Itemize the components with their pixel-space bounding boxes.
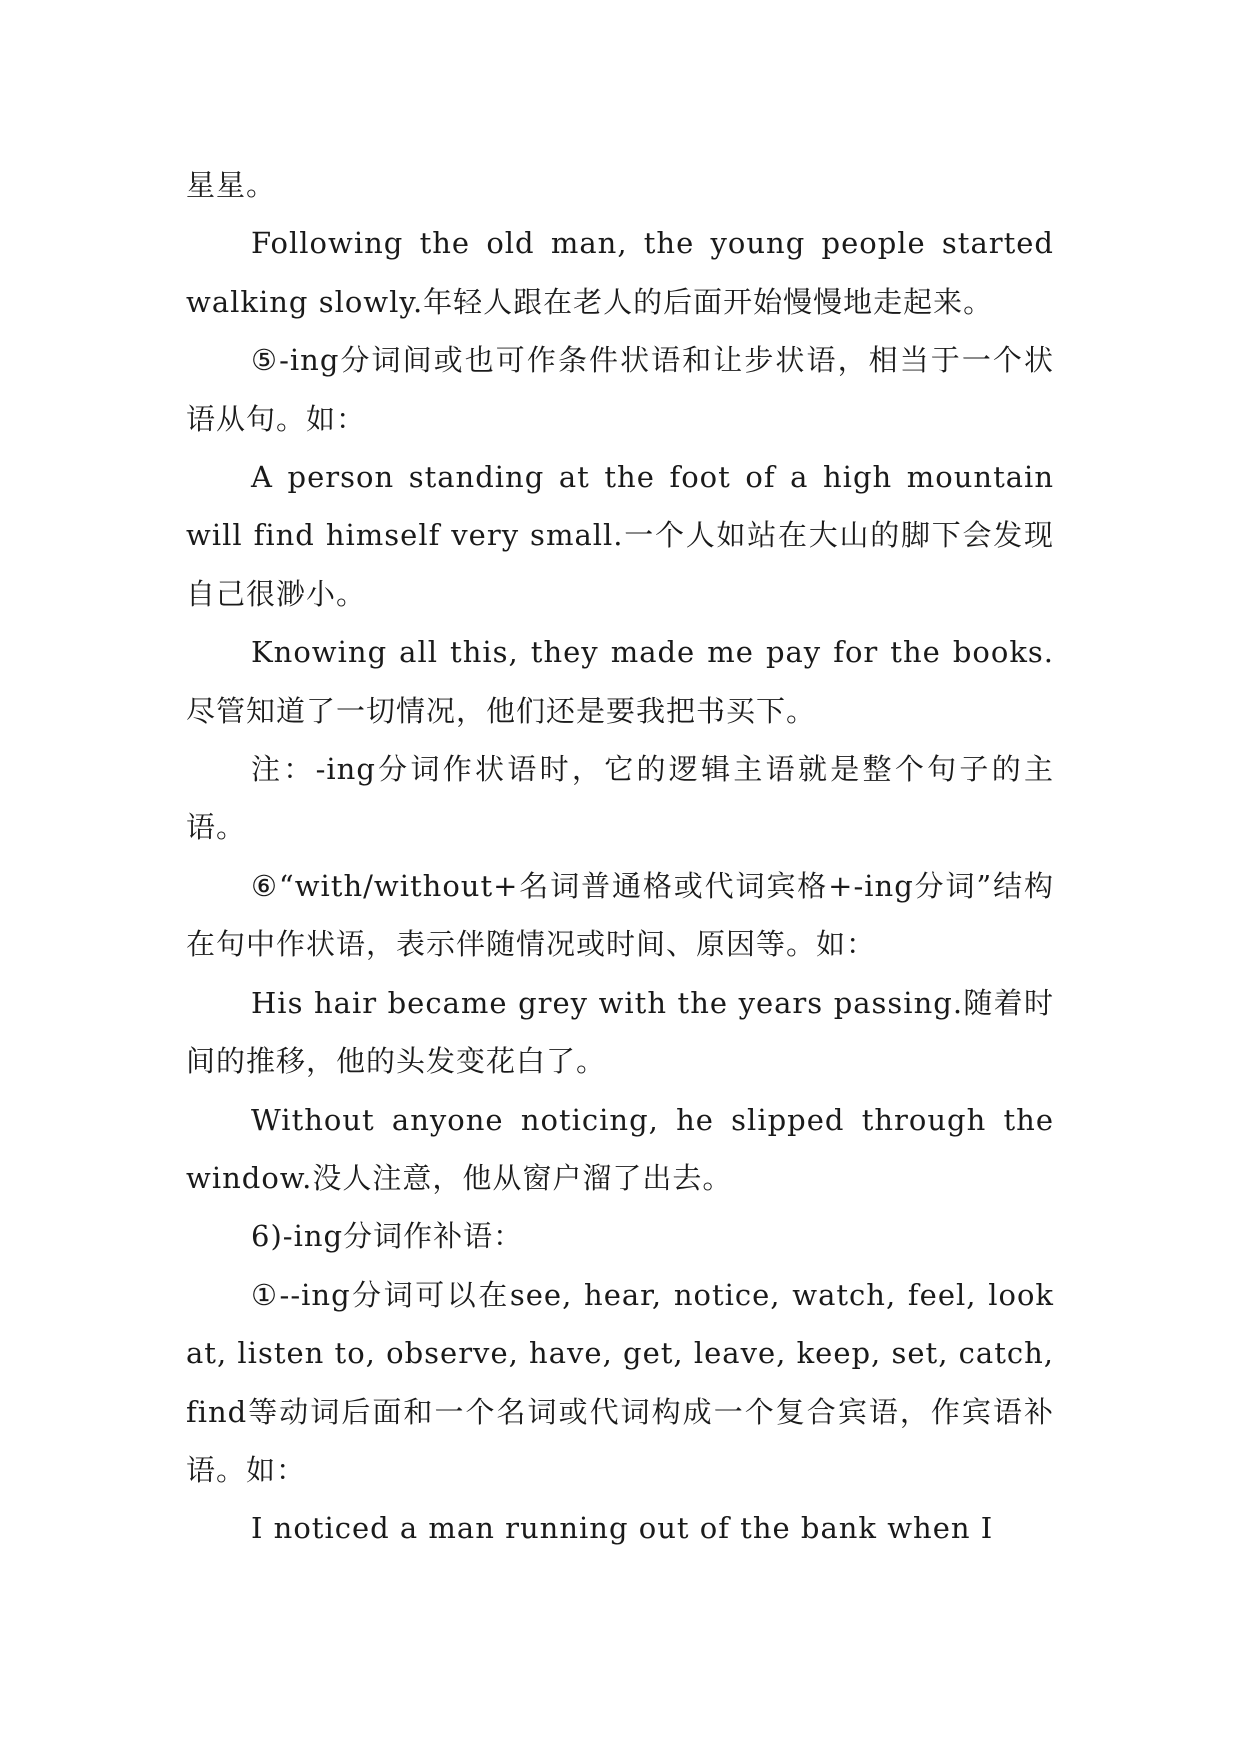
paragraph-rule-6: ⑥“with/without+名词普通格或代词宾格+-ing分词”结构在句中作状语，表示伴随情况或时间、原因等。如： <box>186 868 1054 962</box>
document-page <box>186 156 1054 1558</box>
paragraph-example-without: Without anyone noticing, he slipped through the window.没人注意，他从窗户溜了出去。 <box>186 1102 1054 1195</box>
paragraph-example-hair: His hair became grey with the years passing.随着时间的推移，他的头发变花白了。 <box>186 985 1054 1079</box>
paragraph-rule-1: ①--ing分词可以在see, hear, notice, watch, feel, look at, listen to, observe, have, get, leave, keep, set, catch, find等动词后面和一个名词或代词构成一个复合宾语，作宾语补语。如： <box>186 1277 1054 1487</box>
paragraph-rule-5: ⑤-ing分词间或也可作条件状语和让步状语，相当于一个状语从句。如： <box>186 343 1054 436</box>
section-heading-complement: 6)-ing分词作补语： <box>251 1219 524 1254</box>
paragraph-continuation: 星星。 <box>186 168 277 202</box>
paragraph-example-noticed: I noticed a man running out of the bank when I <box>251 1511 994 1546</box>
paragraph-example-following: Following the old man, the young people started walking slowly.年轻人跟在老人的后面开始慢慢地走起来。 <box>186 226 1054 319</box>
paragraph-example-knowing: Knowing all this, they made me pay for the books.尽管知道了一切情况，他们还是要我把书买下。 <box>186 635 1054 728</box>
paragraph-example-person: A person standing at the foot of a high mountain will find himself very small.一个人如站在大山的脚下会发现自己很渺小。 <box>186 460 1054 611</box>
paragraph-note: 注：-ing分词作状语时，它的逻辑主语就是整个句子的主语。 <box>186 752 1054 845</box>
